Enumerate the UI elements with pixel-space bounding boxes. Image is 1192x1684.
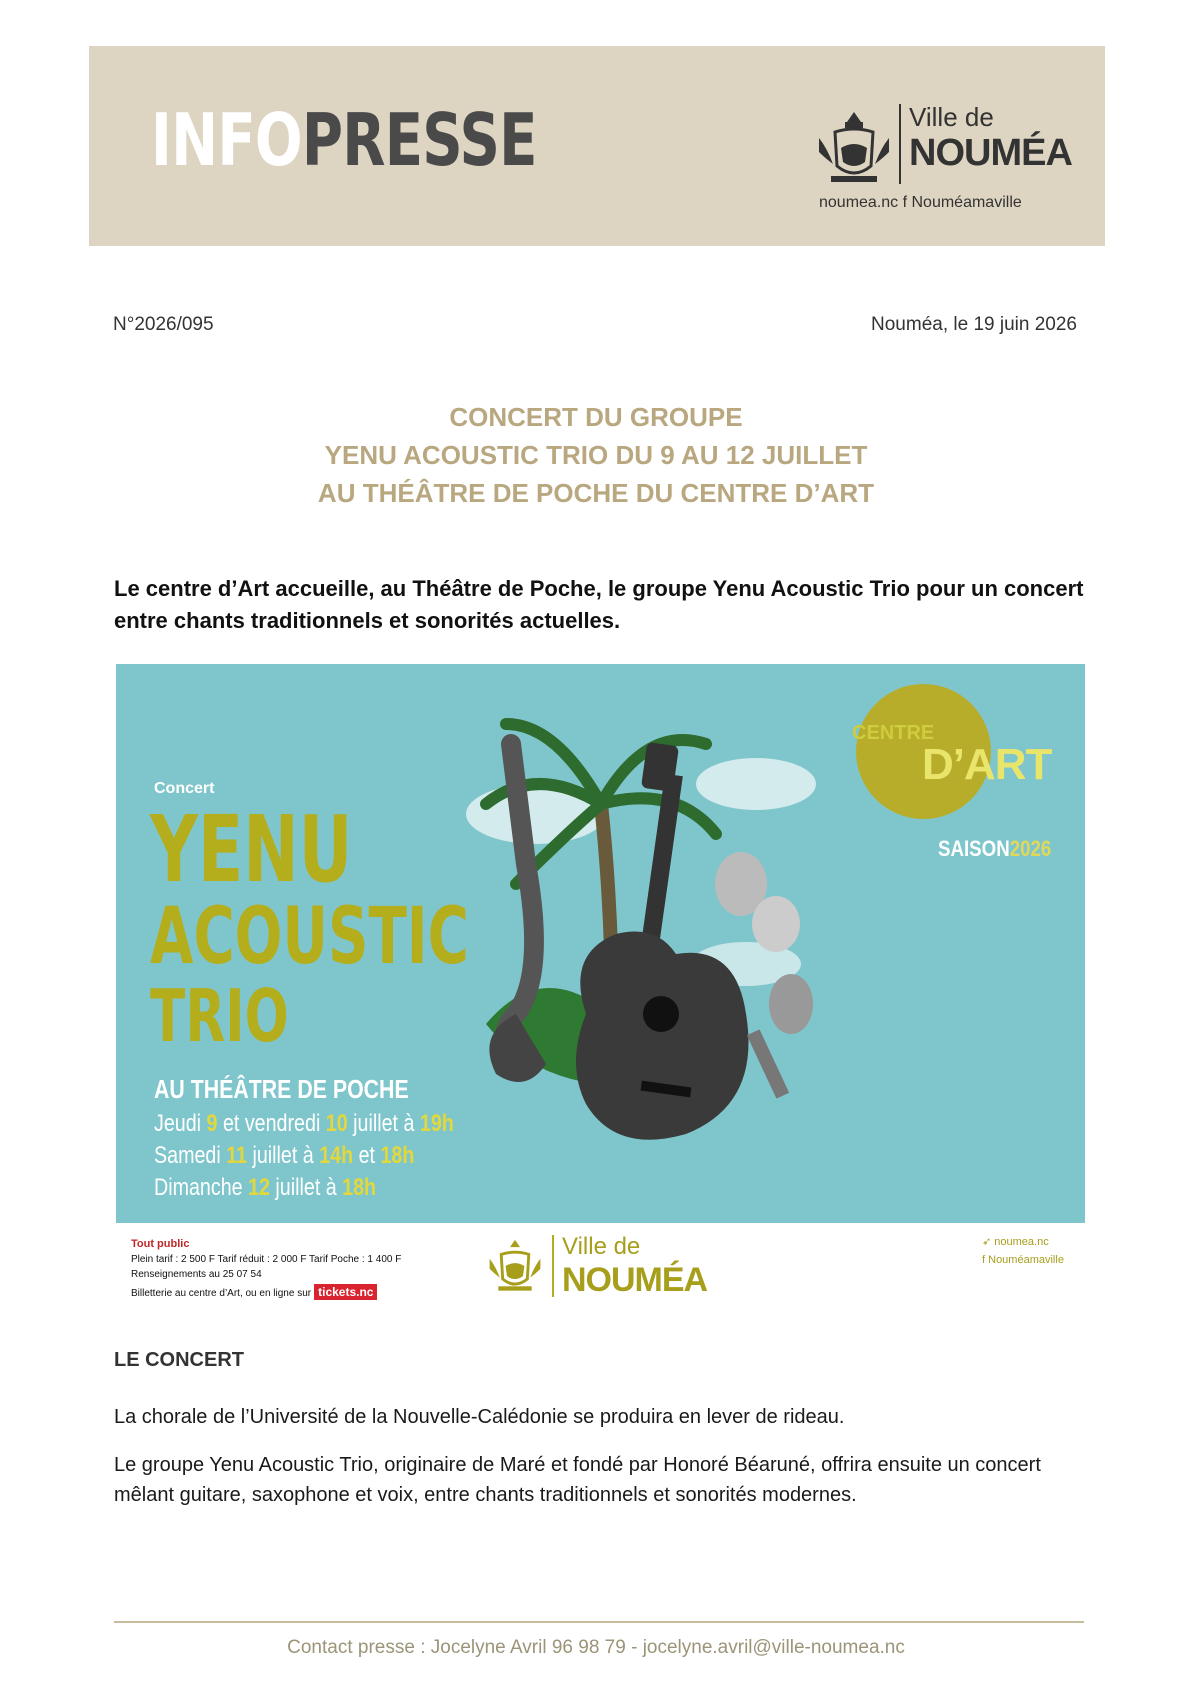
social-links [982, 1233, 1064, 1269]
body-paragraph: La chorale de l’Université de la Nouvelle-Calédonie se produira en lever de rideau. [114, 1406, 845, 1428]
body-paragraph: Le groupe Yenu Acoustic Trio, originaire de Maré et fondé par Honoré Béaruné, offrira ensuite un concert mêlant guitare, saxophone et voix, entre chants traditionnels et sonorités modernes. [114, 1454, 1041, 1506]
concert-poster [116, 664, 1085, 1223]
poster-title-yenu: YENU [150, 796, 353, 903]
tout-public-label: Tout public [131, 1238, 190, 1250]
tickets-nc-logo: tickets.nc [314, 1284, 377, 1300]
logo-ville-de: Ville de [909, 102, 994, 132]
title-line: CONCERT DU GROUPE [449, 402, 743, 432]
logo-noumea: NOUMÉA [909, 132, 1072, 174]
facebook-link: f Nouméamaville [982, 1254, 1064, 1266]
press-release-title [96, 398, 1096, 512]
instruments-illustration [416, 684, 836, 1204]
logo-separator [552, 1235, 554, 1297]
facebook-icon: f [982, 1254, 989, 1266]
poster-schedule-line: Jeudi 9 et vendredi 10 juillet à 19h [154, 1110, 454, 1137]
press-release-number: N°2026/095 [113, 314, 214, 335]
logo-noumea: NOUMÉA [562, 1261, 708, 1299]
infopresse-wordmark: INFOPRESSE [151, 98, 537, 182]
centre-dart-logo-centre: CENTRE [852, 722, 935, 744]
logo-ville-de: Ville de [562, 1233, 641, 1260]
poster-schedule-line: Samedi 11 juillet à 14h et 18h [154, 1142, 415, 1169]
logo-separator [899, 104, 901, 184]
ville-de-noumea-logo [815, 102, 1072, 211]
title-line: YENU ACOUSTIC TRIO DU 9 AU 12 JUILLET [324, 440, 868, 470]
press-release-date: Nouméa, le 19 juin 2026 [871, 314, 1077, 335]
billetterie-text: Billetterie au centre d’Art, ou en ligne sur tickets.nc [131, 1284, 377, 1300]
header-band [89, 46, 1105, 246]
renseignements-text: Renseignements au 25 07 54 [131, 1269, 262, 1280]
poster-title-trio: TRIO [150, 974, 289, 1058]
logo-links: noumea.nc f Nouméamaville [819, 194, 1022, 211]
lead-paragraph: Le centre d’Art accueille, au Théâtre de Poche, le groupe Yenu Acoustic Trio pour un concert entre chants traditionnels et sonorités actuelles. [114, 576, 1084, 633]
press-contact: Contact presse : Jocelyne Avril 96 98 79 - jocelyne.avril@ville-noumea.nc [287, 1637, 905, 1658]
saison-label: SAISON2026 [938, 836, 1052, 861]
noumea-crest-icon [486, 1237, 544, 1295]
poster-venue: AU THÉÂTRE DE POCHE [154, 1074, 409, 1104]
noumea-crest-icon [815, 108, 893, 188]
arrow-icon: ➶ [982, 1236, 995, 1248]
poster-concert-label: Concert [154, 780, 215, 797]
title-line: AU THÉÂTRE DE POCHE DU CENTRE D’ART [317, 478, 875, 508]
poster-schedule-line: Dimanche 12 juillet à 18h [154, 1174, 377, 1201]
ville-de-noumea-logo-gold [486, 1233, 716, 1299]
centre-dart-logo-dart: D’ART [922, 740, 1052, 789]
section-heading: LE CONCERT [114, 1349, 244, 1371]
tarifs-text: Plein tarif : 2 500 F Tarif réduit : 2 000 F Tarif Poche : 1 400 F [131, 1254, 402, 1265]
footer-divider [114, 1621, 1084, 1623]
website-link: ➶ noumea.nc [982, 1236, 1049, 1248]
poster-footer-strip [116, 1223, 1085, 1303]
poster-title-acoustic: ACOUSTIC [150, 892, 469, 982]
